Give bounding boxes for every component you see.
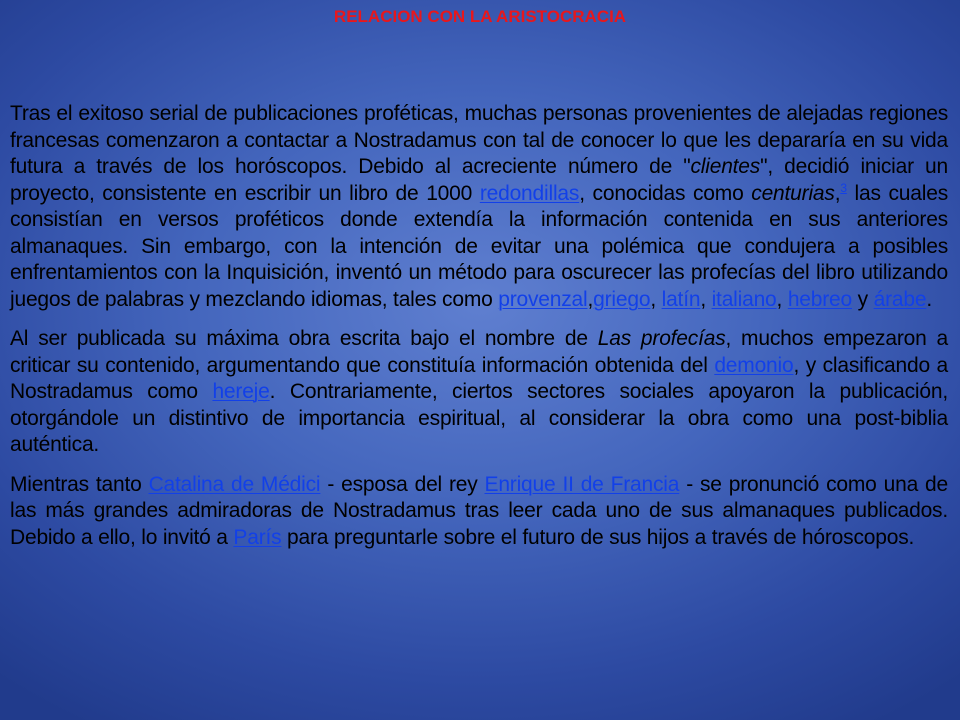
italic-term-clientes: clientes	[690, 155, 761, 178]
italic-title-las-profecias: Las profecías	[597, 327, 726, 350]
text-segment: ", decidió iniciar un proyecto, consistente en escribir un libro de 1000	[10, 155, 949, 205]
link-reference-3[interactable]: 3	[840, 180, 847, 195]
link-hebreo[interactable]: hebreo	[787, 287, 853, 311]
paragraph-catalina	[10, 472, 948, 552]
text-segment: - esposa del rey	[320, 472, 485, 496]
text-segment: Al ser publicada su máxima obra escrita bajo el nombre de	[10, 327, 598, 350]
text-segment: las cuales consistían en versos proféticos donde extendía la información contenida en sus anteriores almanaques. Sin embargo, con la intención de evitar una polémica que condujera a posibles enfrentamientos con la Inquisición, inventó un método para oscurecer las profecías del libro utilizando juegos de palabras y mezclando idiomas, tales como	[10, 181, 948, 311]
link-redondillas[interactable]: redondillas	[479, 181, 580, 205]
paragraph-consultations	[10, 101, 948, 313]
link-catalina-de-medici[interactable]: Catalina de Médici	[148, 472, 321, 496]
text-segment: Mientras tanto	[10, 472, 149, 496]
link-latin[interactable]: latín	[661, 287, 701, 311]
link-hereje[interactable]: hereje	[212, 380, 270, 403]
link-griego[interactable]: griego	[593, 287, 651, 311]
paragraph-publication	[10, 326, 948, 459]
link-italiano[interactable]: italiano	[711, 287, 777, 311]
text-segment: ,	[834, 181, 841, 205]
text-segment: , muchos empezaron a criticar su contenido, argumentando que constituía información obtenida del	[10, 327, 948, 377]
text-segment: , conocidas como	[579, 181, 752, 205]
text-separator: ,	[776, 287, 788, 311]
text-segment: para preguntarle sobre el futuro de sus hijos a través de hóroscopos.	[281, 525, 915, 549]
text-segment: , y clasificando a Nostradamus como	[10, 353, 948, 403]
text-separator: ,	[587, 287, 594, 311]
link-demonio[interactable]: demonio	[714, 353, 794, 377]
text-segment: - se pronunció como una de las más grandes admiradoras de Nostradamus tras leer cada uno de sus almanaques publicados. Debido a ello, lo invitó a	[10, 472, 948, 549]
text-segment: Tras el exitoso serial de publicaciones proféticas, muchas personas provenientes de alejadas regiones francesas comenzaron a contactar a Nostradamus con tal de conocer lo que les depararía en su vida futura a través de los horóscopos. Debido al acreciente número de "	[10, 102, 948, 178]
link-provenzal[interactable]: provenzal	[498, 287, 588, 311]
text-separator: y	[852, 287, 874, 311]
link-arabe[interactable]: árabe	[873, 287, 927, 311]
text-end: .	[926, 287, 932, 311]
link-enrique-ii[interactable]: Enrique II de Francia	[484, 472, 680, 496]
italic-term-centurias: centurias	[751, 181, 835, 205]
text-segment: . Contrariamente, ciertos sectores sociales apoyaron la publicación, otorgándole un distintivo de importancia espiritual, al considerar la obra como una post-biblia auténtica.	[10, 380, 948, 456]
link-paris[interactable]: París	[233, 525, 282, 549]
slide-body	[10, 101, 948, 564]
slide-title: RELACION CON LA ARISTOCRACIA	[333, 7, 627, 26]
text-separator: ,	[700, 287, 712, 311]
text-separator: ,	[650, 287, 662, 311]
